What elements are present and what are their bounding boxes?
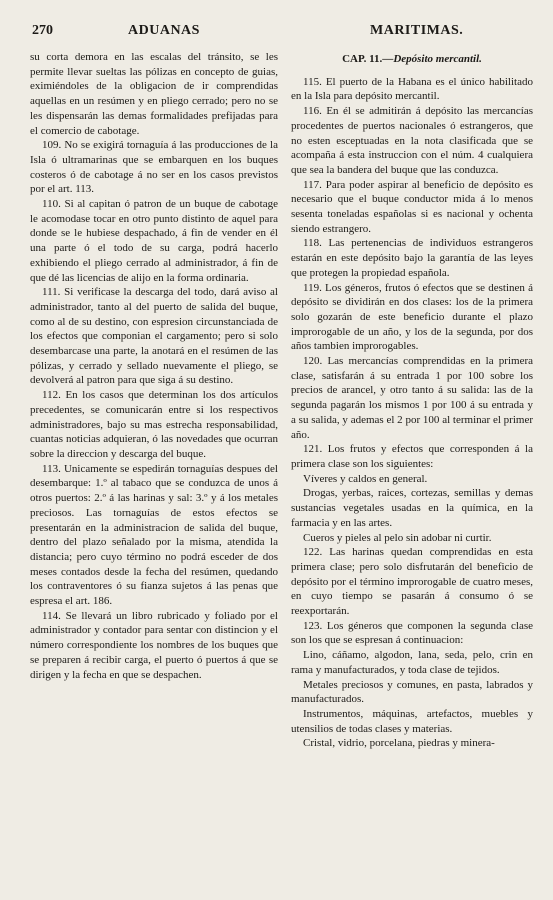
chapter-heading: [291, 52, 533, 67]
article-paragraph: 109. No se exigirá tornaguía á las producciones de la Isla ó ultramarinas que se embarquen en los buques costeros ó de cabotage á no ser en los casos previstos por el art. 113.: [30, 139, 278, 196]
article-paragraph: Instrumentos, máquinas, artefactos, muebles y utensilios de todas clases y materias.: [291, 707, 533, 735]
article-paragraph: Drogas, yerbas, raices, cortezas, semillas y demas sustancias vegetales usadas en la química, en la farmacia y en las artes.: [291, 487, 533, 529]
article-paragraph: 116. En él se admitirán á depósito las mercancías procedentes de puertos nacionales ó estrangeros, que no esten esceptuadas en la nota clasificada que se acompaña á esta instruccion con el núm. 4 cualquiera que sea la bandera del buque que las conduzca.: [291, 105, 533, 176]
article-paragraph: 118. Las pertenencias de individuos estrangeros estarán en este depósito bajo la garantía de las leyes que protegen la propiedad española.: [291, 237, 533, 279]
article-paragraph: Víveres y caldos en general.: [303, 472, 428, 485]
article-paragraph: 111. Si verificase la descarga del todo, dará aviso al administrador, tanto al del puerto de salida del buque, como al de su destino, con espresion circunstanciada de los efectos que componian el cargamento; pero si solo desembarcase una parte, la anotará en el resúmen de las pólizas, y cerrado y sellado nuevamente el pliego, se devolverá al patron para que siga á su destino.: [30, 286, 278, 387]
page-header: [32, 19, 533, 45]
article-paragraph: Cueros y pieles al pelo sin adobar ni curtir.: [303, 531, 492, 544]
article-paragraph: 110. Si al capitan ó patron de un buque de cabotage le acomodase tocar en otro punto distinto de aquel para donde se le hubiese despachado, á fin de vender en él una parte ó el todo de su carga, podrá hacerlo exhibiendo el pliego cerrado al administrador, á fin de que dé las licencias de alijo en la forma ordinaria.: [30, 198, 278, 284]
running-title-right: MARITIMAS.: [370, 23, 464, 38]
chapter-title: Depósito mercantil.: [393, 53, 482, 65]
chapter-label: CAP. 11.—: [342, 53, 394, 65]
article-paragraph: 117. Para poder aspirar al beneficio de depósito es necesario que el buque conductor mida á lo menos sesenta toneladas españolas si es nacional y ochenta siendo estrangero.: [291, 178, 533, 235]
article-paragraph: 114. Se llevará un libro rubricado y foliado por el administrador y contador para sentar con distincion y el número correspondiente los nombres de los buques que se preparen á recibir carga, el puerto ó puertos á que se dirigen y la fecha en que se despachen.: [30, 609, 278, 681]
article-paragraph: Cristal, vidrio, porcelana, piedras y minera-: [303, 737, 495, 750]
left-column: [30, 50, 278, 682]
right-column: [291, 50, 533, 751]
article-paragraph: 120. Las mercancías comprendidas en la primera clase, satisfarán á su entrada 1 por 100 sobre los precios de arancel, y otro tanto á su salida: las de la segunda pagarán los mismos 1 por 100 á su entrada y a su salida, y ademas el 2 por 100 al terminar el primer año.: [291, 355, 533, 441]
article-paragraph: 121. Los frutos y efectos que corresponden á la primera clase son los siguientes:: [291, 443, 533, 470]
article-paragraph: 113. Unicamente se espedirán tornaguías despues del desembarque: 1.º al tabaco que se conduzca de unos á otros puertos: 2.º á las harinas y sal: 3.º y á los metales preciosos. Las tornaguías de estos efectos se presentarán en la administracion de salida del buque, dentro del plazo señalado por la misma, atendida la distancia; pero cuyo término no podrá esceder de dos meses contados desde la fecha del resúmen, quedando los contraventores ó su fianza sujetos á las penas que espresa el art. 186.: [30, 462, 278, 608]
article-paragraph: 122. Las harinas quedan comprendidas en esta primera clase; pero solo disfrutarán del beneficio de depósito por el término improrogable de cuatro meses, en cuyo tiempo se pasarán á consumo ó se reexportarán.: [291, 546, 533, 618]
continued-paragraph: su corta demora en las escalas del tránsito, se les permite llevar sueltas las pólizas en concepto de guias, eximiéndoles de la obligacion de ir comprendidas aquellas en un resúmen y en pliego cerrado; pero no se les dispensarán las demas formalidades prefijadas para el comercio de cabotage.: [30, 51, 278, 137]
article-paragraph: 112. En los casos que determinan los dos artículos precedentes, se comunicarán entre si los respectivos administradores, bajo su mas estrecha responsabilidad, cuantas noticias adquieran, ó las novedades que ocurran sobre la direccion y descarga del buque.: [30, 389, 278, 460]
running-title-left: ADUANAS: [128, 23, 200, 38]
article-paragraph: Lino, cáñamo, algodon, lana, seda, pelo, crin en rama y manufacturados, y toda clase de tejidos.: [291, 649, 533, 676]
article-paragraph: 123. Los géneros que componen la segunda clase son los que se espresan á continuacion:: [291, 619, 533, 647]
article-paragraph: Metales preciosos y comunes, en pasta, labrados y manufacturados.: [291, 678, 533, 706]
article-paragraph: 115. El puerto de la Habana es el único habilitado en la Isla para depósito mercantil.: [291, 75, 533, 103]
page-number: 270: [32, 23, 53, 38]
article-paragraph: 119. Los géneros, frutos ó efectos que se destinen á depósito se dividirán en dos clases: los de la primera solo gozarán de este beneficio durante el plazo improrogable de un año, y los de la segunda, por dos años tambien improrogables.: [291, 281, 533, 353]
